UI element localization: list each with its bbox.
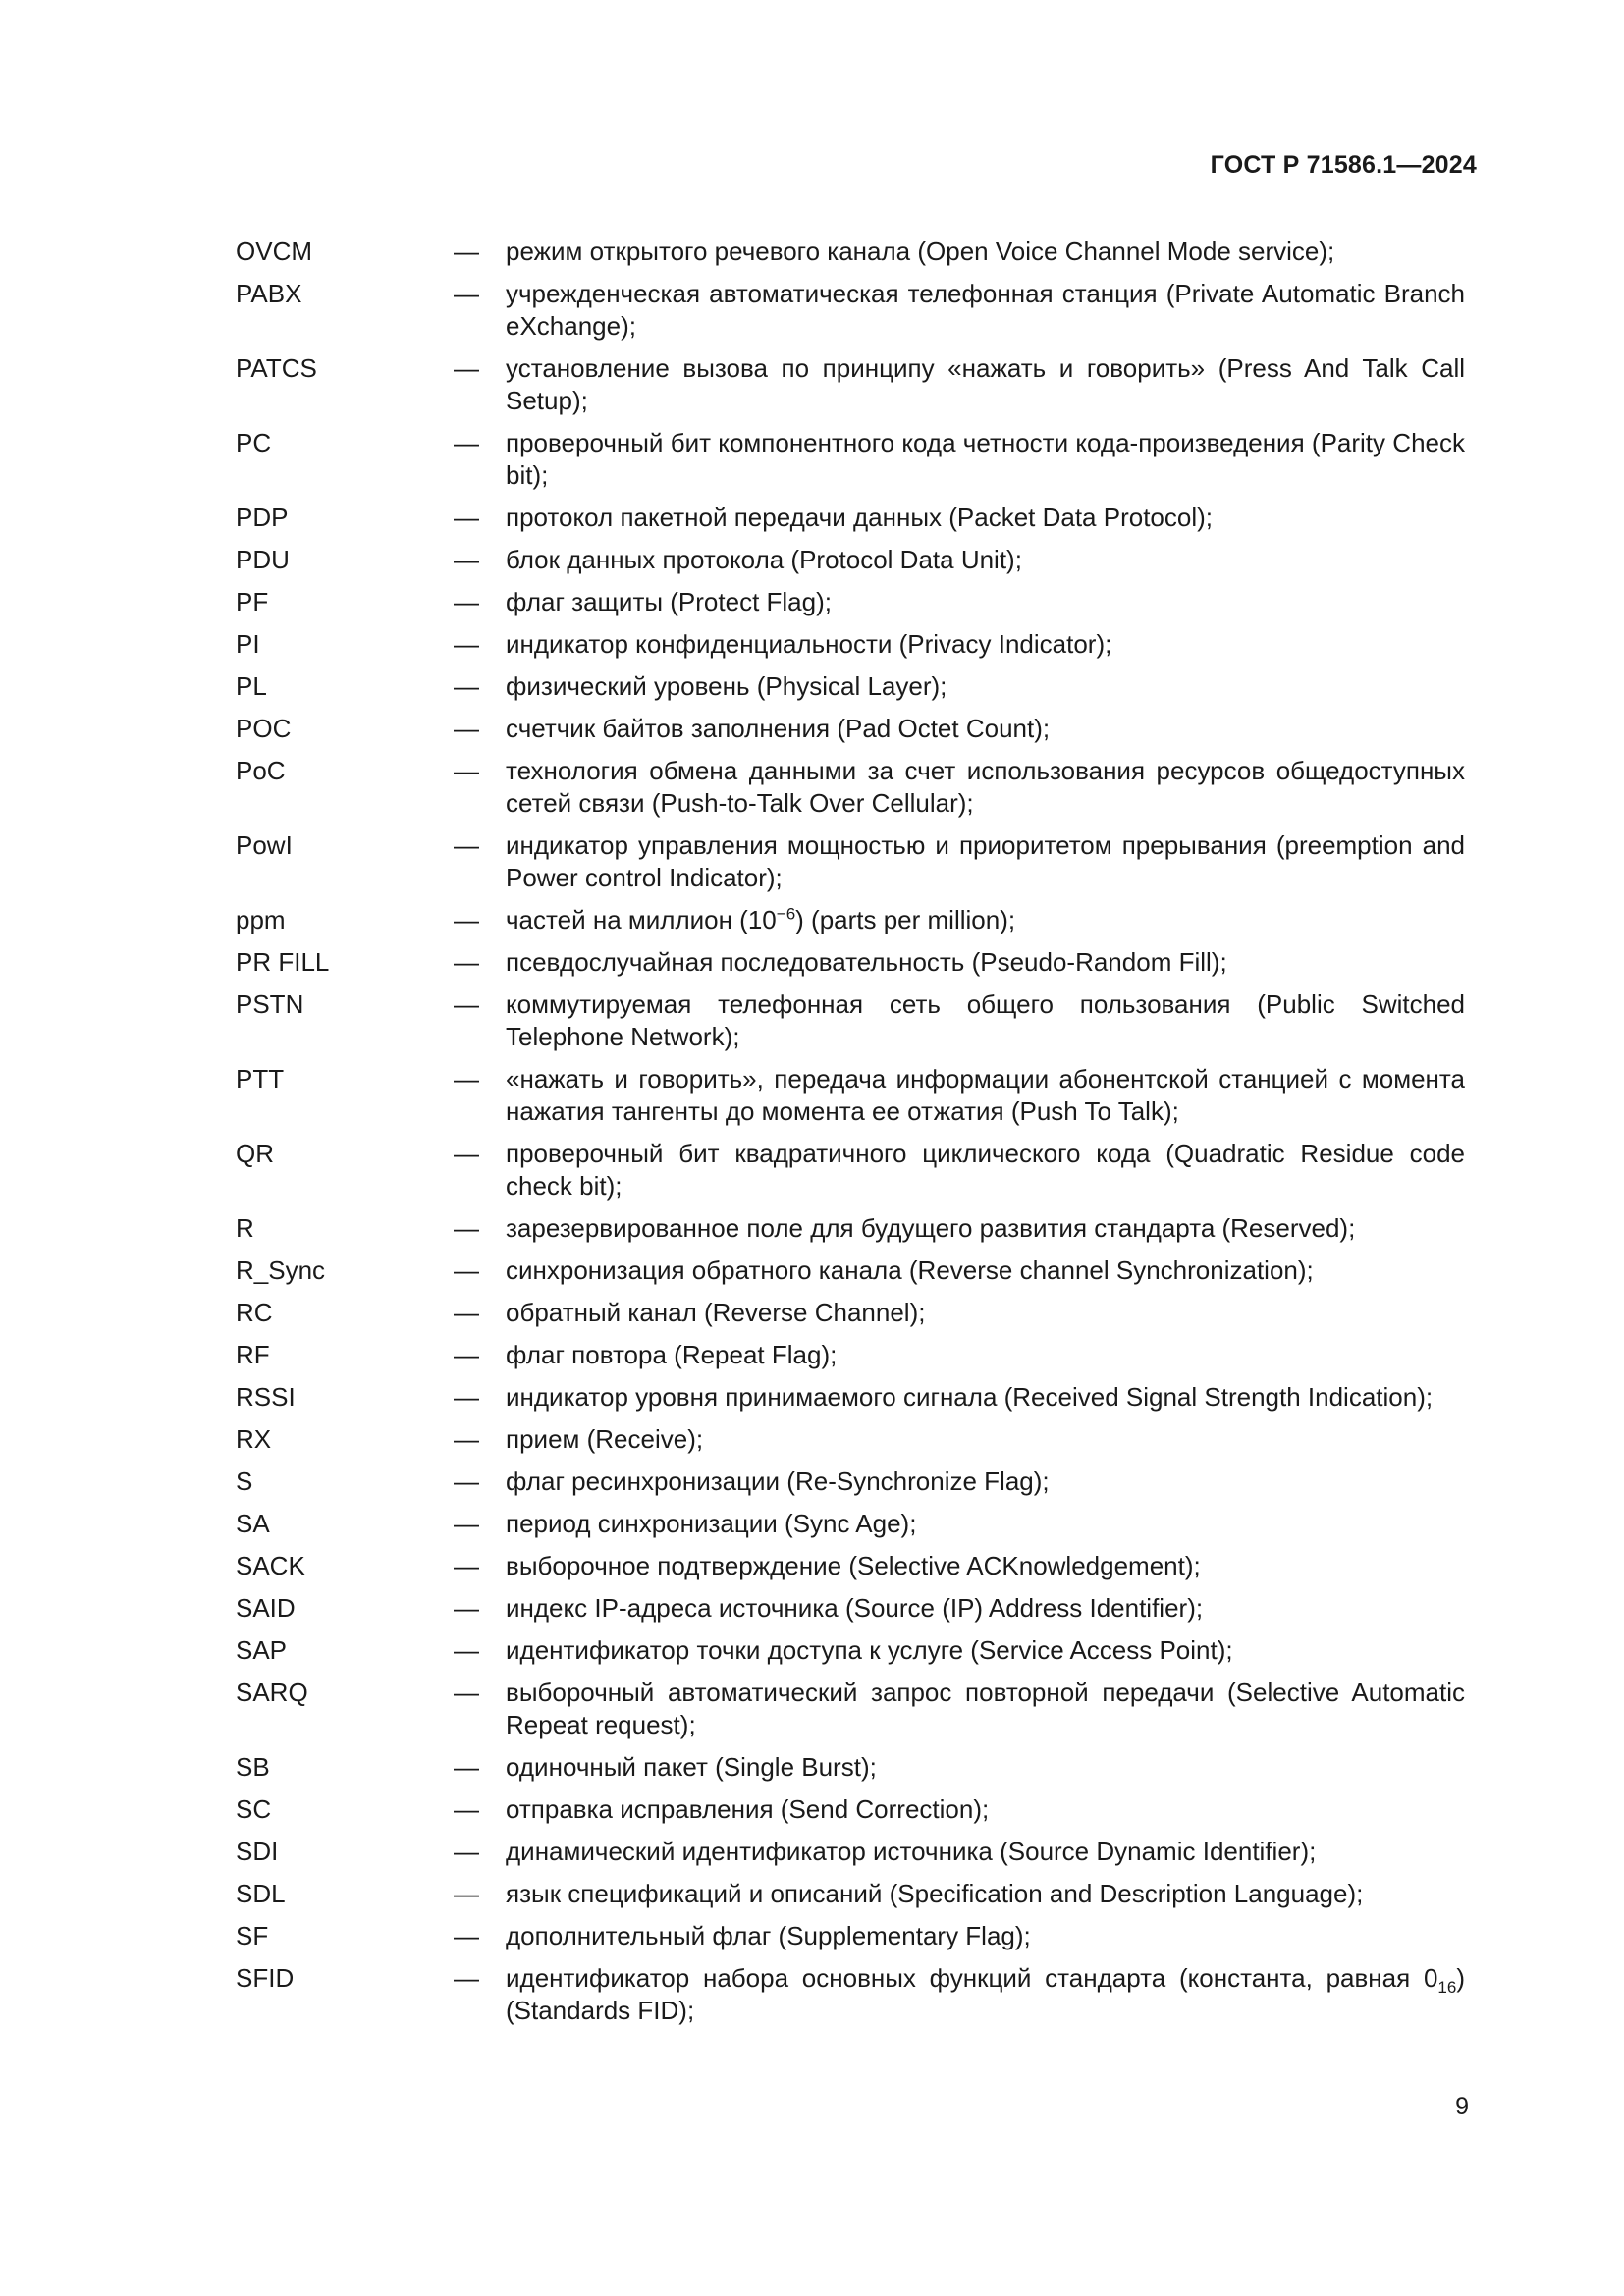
abbreviation-definition bbox=[506, 904, 1465, 936]
abbreviation-list bbox=[236, 236, 1465, 2037]
abbreviation-row bbox=[236, 1466, 1465, 1498]
abbreviation-term: PR FILL bbox=[236, 947, 330, 977]
em-dash-separator: — bbox=[454, 503, 479, 532]
abbreviation-row bbox=[236, 1592, 1465, 1625]
abbreviation-definition: индикатор управления мощностью и приоритетом прерывания (preemption and Power control Indicator); bbox=[506, 830, 1465, 892]
abbreviation-definition: установление вызова по принципу «нажать и говорить» (Press And Talk Call Setup); bbox=[506, 353, 1465, 415]
em-dash-separator: — bbox=[454, 629, 479, 659]
em-dash-separator: — bbox=[454, 905, 479, 934]
abbreviation-definition: режим открытого речевого канала (Open Voice Channel Mode service); bbox=[506, 237, 1335, 266]
em-dash-separator: — bbox=[454, 989, 479, 1019]
abbreviation-definition: флаг защиты (Protect Flag); bbox=[506, 587, 832, 616]
abbreviation-definition: протокол пакетной передачи данных (Packet Data Protocol); bbox=[506, 503, 1214, 532]
abbreviation-definition: индикатор уровня принимаемого сигнала (Received Signal Strength Indication); bbox=[506, 1382, 1434, 1412]
em-dash-separator: — bbox=[454, 1794, 479, 1824]
em-dash-separator: — bbox=[454, 1340, 479, 1369]
em-dash-separator: — bbox=[454, 1752, 479, 1782]
abbreviation-term: SF bbox=[236, 1921, 269, 1950]
em-dash-separator: — bbox=[454, 1298, 479, 1327]
abbreviation-row bbox=[236, 278, 1465, 343]
abbreviation-definition: блок данных протокола (Protocol Data Unit); bbox=[506, 545, 1022, 574]
abbreviation-row bbox=[236, 1339, 1465, 1371]
abbreviation-term: PSTN bbox=[236, 989, 304, 1019]
abbreviation-definition: индикатор конфиденциальности (Privacy Indicator); bbox=[506, 629, 1112, 659]
definition-text: частей на миллион (10 bbox=[506, 905, 777, 934]
abbreviation-row bbox=[236, 628, 1465, 661]
abbreviation-term: OVCM bbox=[236, 237, 312, 266]
abbreviation-term: SAID bbox=[236, 1593, 296, 1623]
superscript-exponent: −6 bbox=[776, 904, 796, 924]
abbreviation-term: SAP bbox=[236, 1635, 288, 1665]
abbreviation-term: SDL bbox=[236, 1879, 286, 1908]
abbreviation-definition: выборочный автоматический запрос повторной передачи (Selective Automatic Repeat request); bbox=[506, 1678, 1465, 1739]
abbreviation-row bbox=[236, 1508, 1465, 1540]
abbreviation-term: RF bbox=[236, 1340, 270, 1369]
em-dash-separator: — bbox=[454, 237, 479, 266]
abbreviation-row bbox=[236, 586, 1465, 618]
em-dash-separator: — bbox=[454, 830, 479, 860]
abbreviation-term: PC bbox=[236, 428, 272, 457]
abbreviation-definition: учрежденческая автоматическая телефонная станция (Private Automatic Branch eXchange); bbox=[506, 279, 1465, 341]
abbreviation-row bbox=[236, 544, 1465, 576]
em-dash-separator: — bbox=[454, 671, 479, 701]
abbreviation-row bbox=[236, 1836, 1465, 1868]
abbreviation-definition: физический уровень (Physical Layer); bbox=[506, 671, 947, 701]
abbreviation-definition: выборочное подтверждение (Selective ACKnowledgement); bbox=[506, 1551, 1201, 1580]
abbreviation-definition: «нажать и говорить», передача информации абонентской станцией с момента нажатия тангенты до момента ее отжатия (Push To Talk); bbox=[506, 1064, 1465, 1126]
em-dash-separator: — bbox=[454, 1593, 479, 1623]
abbreviation-definition: дополнительный флаг (Supplementary Flag); bbox=[506, 1921, 1031, 1950]
abbreviation-row bbox=[236, 236, 1465, 268]
abbreviation-term: QR bbox=[236, 1139, 274, 1168]
abbreviation-term: SARQ bbox=[236, 1678, 308, 1707]
abbreviation-row bbox=[236, 427, 1465, 492]
abbreviation-definition: обратный канал (Reverse Channel); bbox=[506, 1298, 926, 1327]
document-header: ГОСТ Р 71586.1—2024 bbox=[1210, 151, 1477, 179]
abbreviation-definition: синхронизация обратного канала (Reverse channel Synchronization); bbox=[506, 1255, 1314, 1285]
em-dash-separator: — bbox=[454, 1921, 479, 1950]
abbreviation-row bbox=[236, 1677, 1465, 1741]
abbreviation-definition: технология обмена данными за счет использования ресурсов общедоступных сетей связи (Push-to-Talk Over Cellular); bbox=[506, 756, 1465, 818]
abbreviation-term: PABX bbox=[236, 279, 302, 308]
abbreviation-row bbox=[236, 713, 1465, 745]
abbreviation-term: SC bbox=[236, 1794, 272, 1824]
abbreviation-row bbox=[236, 1255, 1465, 1287]
abbreviation-term: R bbox=[236, 1213, 254, 1243]
abbreviation-definition: псевдослучайная последовательность (Pseudo-Random Fill); bbox=[506, 947, 1227, 977]
abbreviation-term: PI bbox=[236, 629, 260, 659]
abbreviation-row bbox=[236, 755, 1465, 820]
definition-text: ) (parts per million); bbox=[795, 905, 1016, 934]
abbreviation-row bbox=[236, 1793, 1465, 1826]
abbreviation-definition: проверочный бит компонентного кода четности кода-произведения (Parity Check bit); bbox=[506, 428, 1465, 490]
abbreviation-term: RX bbox=[236, 1424, 272, 1454]
abbreviation-row bbox=[236, 1962, 1465, 2027]
em-dash-separator: — bbox=[454, 714, 479, 743]
abbreviation-term: SA bbox=[236, 1509, 270, 1538]
abbreviation-term: PowI bbox=[236, 830, 293, 860]
abbreviation-term: SACK bbox=[236, 1551, 305, 1580]
abbreviation-definition: прием (Receive); bbox=[506, 1424, 704, 1454]
abbreviation-definition: отправка исправления (Send Correction); bbox=[506, 1794, 990, 1824]
abbreviation-row bbox=[236, 1381, 1465, 1414]
em-dash-separator: — bbox=[454, 1635, 479, 1665]
em-dash-separator: — bbox=[454, 1382, 479, 1412]
definition-text: идентификатор набора основных функций стандарта (константа, равная 0 bbox=[506, 1963, 1438, 1993]
abbreviation-definition: проверочный бит квадратичного циклического кода (Quadratic Residue code check bit); bbox=[506, 1139, 1465, 1201]
em-dash-separator: — bbox=[454, 1678, 479, 1707]
abbreviation-definition: флаг повтора (Repeat Flag); bbox=[506, 1340, 838, 1369]
abbreviation-term: SB bbox=[236, 1752, 270, 1782]
abbreviation-definition: идентификатор точки доступа к услуге (Service Access Point); bbox=[506, 1635, 1233, 1665]
em-dash-separator: — bbox=[454, 1509, 479, 1538]
abbreviation-row bbox=[236, 946, 1465, 979]
abbreviation-term: ppm bbox=[236, 905, 286, 934]
em-dash-separator: — bbox=[454, 279, 479, 308]
abbreviation-definition: язык спецификаций и описаний (Specification and Description Language); bbox=[506, 1879, 1364, 1908]
abbreviation-term: SFID bbox=[236, 1963, 295, 1993]
em-dash-separator: — bbox=[454, 1064, 479, 1094]
abbreviation-row bbox=[236, 352, 1465, 417]
em-dash-separator: — bbox=[454, 428, 479, 457]
abbreviation-definition: индекс IP-адреса источника (Source (IP) Address Identifier); bbox=[506, 1593, 1204, 1623]
abbreviation-row bbox=[236, 1423, 1465, 1456]
abbreviation-row bbox=[236, 829, 1465, 894]
abbreviation-definition: одиночный пакет (Single Burst); bbox=[506, 1752, 877, 1782]
abbreviation-term: PF bbox=[236, 587, 269, 616]
subscript-base: 16 bbox=[1437, 1978, 1457, 1998]
em-dash-separator: — bbox=[454, 947, 479, 977]
em-dash-separator: — bbox=[454, 756, 479, 785]
definition-text: ) (Standards FID); bbox=[506, 1963, 1465, 2025]
abbreviation-row bbox=[236, 1751, 1465, 1784]
abbreviation-row bbox=[236, 1297, 1465, 1329]
abbreviation-row bbox=[236, 1063, 1465, 1128]
abbreviation-row bbox=[236, 502, 1465, 534]
abbreviation-row bbox=[236, 1212, 1465, 1245]
em-dash-separator: — bbox=[454, 545, 479, 574]
abbreviation-row bbox=[236, 1138, 1465, 1202]
abbreviation-definition: счетчик байтов заполнения (Pad Octet Count); bbox=[506, 714, 1051, 743]
em-dash-separator: — bbox=[454, 1424, 479, 1454]
abbreviation-term: SDI bbox=[236, 1837, 279, 1866]
em-dash-separator: — bbox=[454, 1467, 479, 1496]
em-dash-separator: — bbox=[454, 1837, 479, 1866]
abbreviation-row bbox=[236, 904, 1465, 936]
em-dash-separator: — bbox=[454, 1963, 479, 1993]
abbreviation-row bbox=[236, 1878, 1465, 1910]
em-dash-separator: — bbox=[454, 587, 479, 616]
page-number: 9 bbox=[1455, 2093, 1469, 2120]
em-dash-separator: — bbox=[454, 1255, 479, 1285]
abbreviation-definition: флаг ресинхронизации (Re-Synchronize Flag); bbox=[506, 1467, 1050, 1496]
abbreviation-row bbox=[236, 1634, 1465, 1667]
abbreviation-definition: зарезервированное поле для будущего развития стандарта (Reserved); bbox=[506, 1213, 1356, 1243]
abbreviation-term: R_Sync bbox=[236, 1255, 326, 1285]
abbreviation-row bbox=[236, 1550, 1465, 1582]
abbreviation-term: PDP bbox=[236, 503, 289, 532]
abbreviation-term: PDU bbox=[236, 545, 290, 574]
abbreviation-definition: коммутируемая телефонная сеть общего пользования (Public Switched Telephone Network); bbox=[506, 989, 1465, 1051]
abbreviation-term: PL bbox=[236, 671, 267, 701]
abbreviation-definition: период синхронизации (Sync Age); bbox=[506, 1509, 917, 1538]
abbreviation-term: RSSI bbox=[236, 1382, 296, 1412]
em-dash-separator: — bbox=[454, 1879, 479, 1908]
em-dash-separator: — bbox=[454, 1213, 479, 1243]
abbreviation-definition bbox=[506, 1962, 1465, 2027]
abbreviation-definition: динамический идентификатор источника (Source Dynamic Identifier); bbox=[506, 1837, 1317, 1866]
em-dash-separator: — bbox=[454, 1551, 479, 1580]
abbreviation-row bbox=[236, 988, 1465, 1053]
abbreviation-term: PTT bbox=[236, 1064, 285, 1094]
abbreviation-row bbox=[236, 1920, 1465, 1952]
abbreviation-term: RC bbox=[236, 1298, 273, 1327]
em-dash-separator: — bbox=[454, 1139, 479, 1168]
em-dash-separator: — bbox=[454, 353, 479, 383]
abbreviation-term: PATCS bbox=[236, 353, 317, 383]
abbreviation-term: S bbox=[236, 1467, 253, 1496]
abbreviation-term: PoC bbox=[236, 756, 286, 785]
abbreviation-term: POC bbox=[236, 714, 292, 743]
abbreviation-row bbox=[236, 670, 1465, 703]
